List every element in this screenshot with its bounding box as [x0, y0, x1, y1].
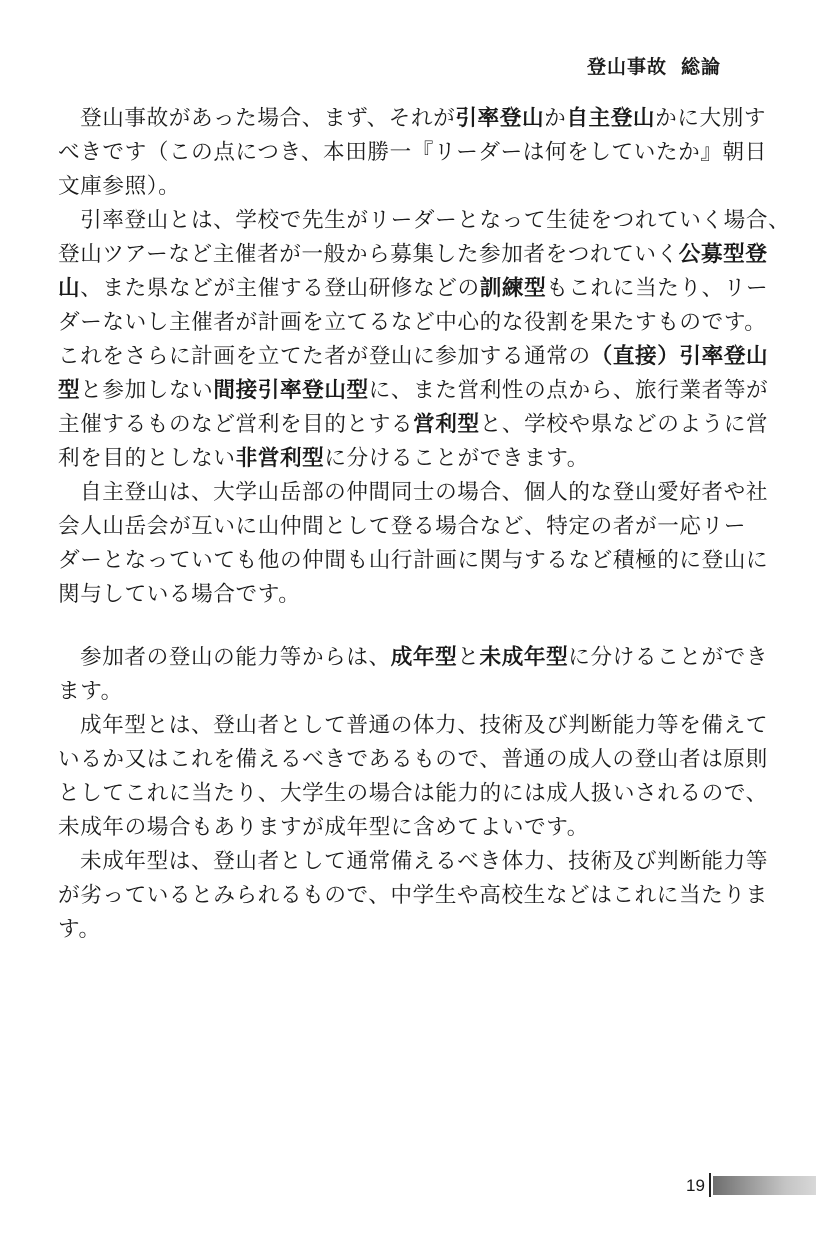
- text-line: [58, 413, 768, 437]
- text-run: ます。: [58, 679, 123, 704]
- bold-term: 成年型: [390, 645, 458, 670]
- text-line: [58, 141, 767, 165]
- text-line: [58, 816, 589, 840]
- running-head-right: 総論: [680, 56, 721, 78]
- text-line: [58, 277, 768, 301]
- text-run: 文庫参照）。: [58, 174, 181, 199]
- folio-decorative-band: [713, 1176, 816, 1195]
- text-run: いるか又はこれを備えるべきであるもので、普通の成人の登山者は原則: [58, 747, 768, 772]
- text-line: [58, 515, 746, 539]
- text-line: [80, 209, 790, 233]
- running-head-left: 登山事故: [586, 56, 667, 78]
- text-run: ダーないし主催者が計画を立てるなど中心的な役割を果たすものです。: [58, 310, 767, 335]
- bold-term: 未成年型: [479, 645, 569, 670]
- text-run: 関与している場合です。: [58, 582, 301, 607]
- text-line: [58, 583, 300, 607]
- text-line: [58, 379, 768, 403]
- bold-term: 自主登山: [566, 106, 656, 131]
- bold-term: （直接）引率登山: [590, 344, 769, 369]
- running-head: [587, 52, 721, 79]
- text-line: [58, 243, 768, 267]
- text-run: 引率登山とは、学校で先生がリーダーとなって生徒をつれていく場合、: [80, 208, 791, 233]
- text-run: ダーとなっていても他の仲間も山行計画に関与するなど積極的に登山に: [58, 548, 769, 573]
- bold-term: 営利型: [413, 412, 480, 437]
- bold-term: 引率登山: [455, 106, 545, 131]
- text-run: す。: [58, 917, 101, 942]
- text-line: [58, 175, 180, 199]
- text-line: [58, 311, 766, 335]
- text-run: 成年型とは、登山者として普通の体力、技術及び判断能力等を備えて: [80, 713, 769, 738]
- text-run: 会人山岳会が互いに山仲間として登る場合など、特定の者が一応リー: [58, 514, 747, 539]
- text-run: と: [457, 645, 480, 670]
- text-line: [58, 748, 768, 772]
- text-line: [58, 782, 768, 806]
- text-line: [80, 481, 768, 505]
- text-line: [58, 447, 589, 471]
- text-run: 、また県などが主催する登山研修などの: [80, 276, 480, 301]
- text-line: [58, 918, 101, 942]
- bold-term: 間接引率登山型: [213, 378, 369, 403]
- text-run: 未成年型は、登山者として通常備えるべき体力、技術及び判断能力等: [80, 849, 769, 874]
- bold-term: 山: [58, 276, 81, 301]
- bold-term: 型: [58, 378, 81, 403]
- folio-divider: [709, 1173, 711, 1197]
- text-run: と参加しない: [80, 378, 214, 403]
- text-run: 主催するものなど営利を目的とする: [58, 412, 414, 437]
- text-run: に分けることができます。: [324, 446, 589, 471]
- text-run: 利を目的としない: [58, 446, 236, 471]
- text-run: 未成年の場合もありますが成年型に含めてよいです。: [58, 815, 589, 840]
- text-run: が劣っているとみられるもので、中学生や高校生などはこれに当たりま: [58, 883, 768, 908]
- text-line: [58, 680, 123, 704]
- text-run: べきです（この点につき、本田勝一『リーダーは何をしていたか』朝日: [58, 140, 767, 165]
- text-run: 登山ツアーなど主催者が一般から募集した参加者をつれていく: [58, 242, 679, 267]
- text-run: もこれに当たり、リー: [546, 276, 769, 301]
- bold-term: 訓練型: [479, 276, 547, 301]
- text-run: これをさらに計画を立てた者が登山に参加する通常の: [58, 344, 591, 369]
- text-run: 自主登山は、大学山岳部の仲間同士の場合、個人的な登山愛好者や社: [80, 480, 769, 505]
- text-line: [80, 107, 766, 131]
- text-run: としてこれに当たり、大学生の場合は能力的には成人扱いされるので、: [58, 781, 768, 806]
- text-line: [58, 549, 768, 573]
- text-line: [58, 884, 768, 908]
- text-run: 登山事故があった場合、まず、それが: [80, 106, 456, 131]
- bold-term: 公募型登: [678, 242, 768, 267]
- text-line: [58, 345, 768, 369]
- text-run: 参加者の登山の能力等からは、: [80, 645, 391, 670]
- bold-term: 非営利型: [235, 446, 325, 471]
- text-run: かに大別す: [655, 106, 767, 131]
- text-run: と、学校や県などのように営: [479, 412, 769, 437]
- text-run: に分けることができ: [568, 645, 769, 670]
- text-run: に、また営利性の点から、旅行業者等が: [368, 378, 769, 403]
- text-run: か: [544, 106, 567, 131]
- text-line: [80, 714, 768, 738]
- page-number: 19: [686, 1176, 705, 1195]
- text-line: [80, 850, 768, 874]
- text-line: [80, 646, 768, 670]
